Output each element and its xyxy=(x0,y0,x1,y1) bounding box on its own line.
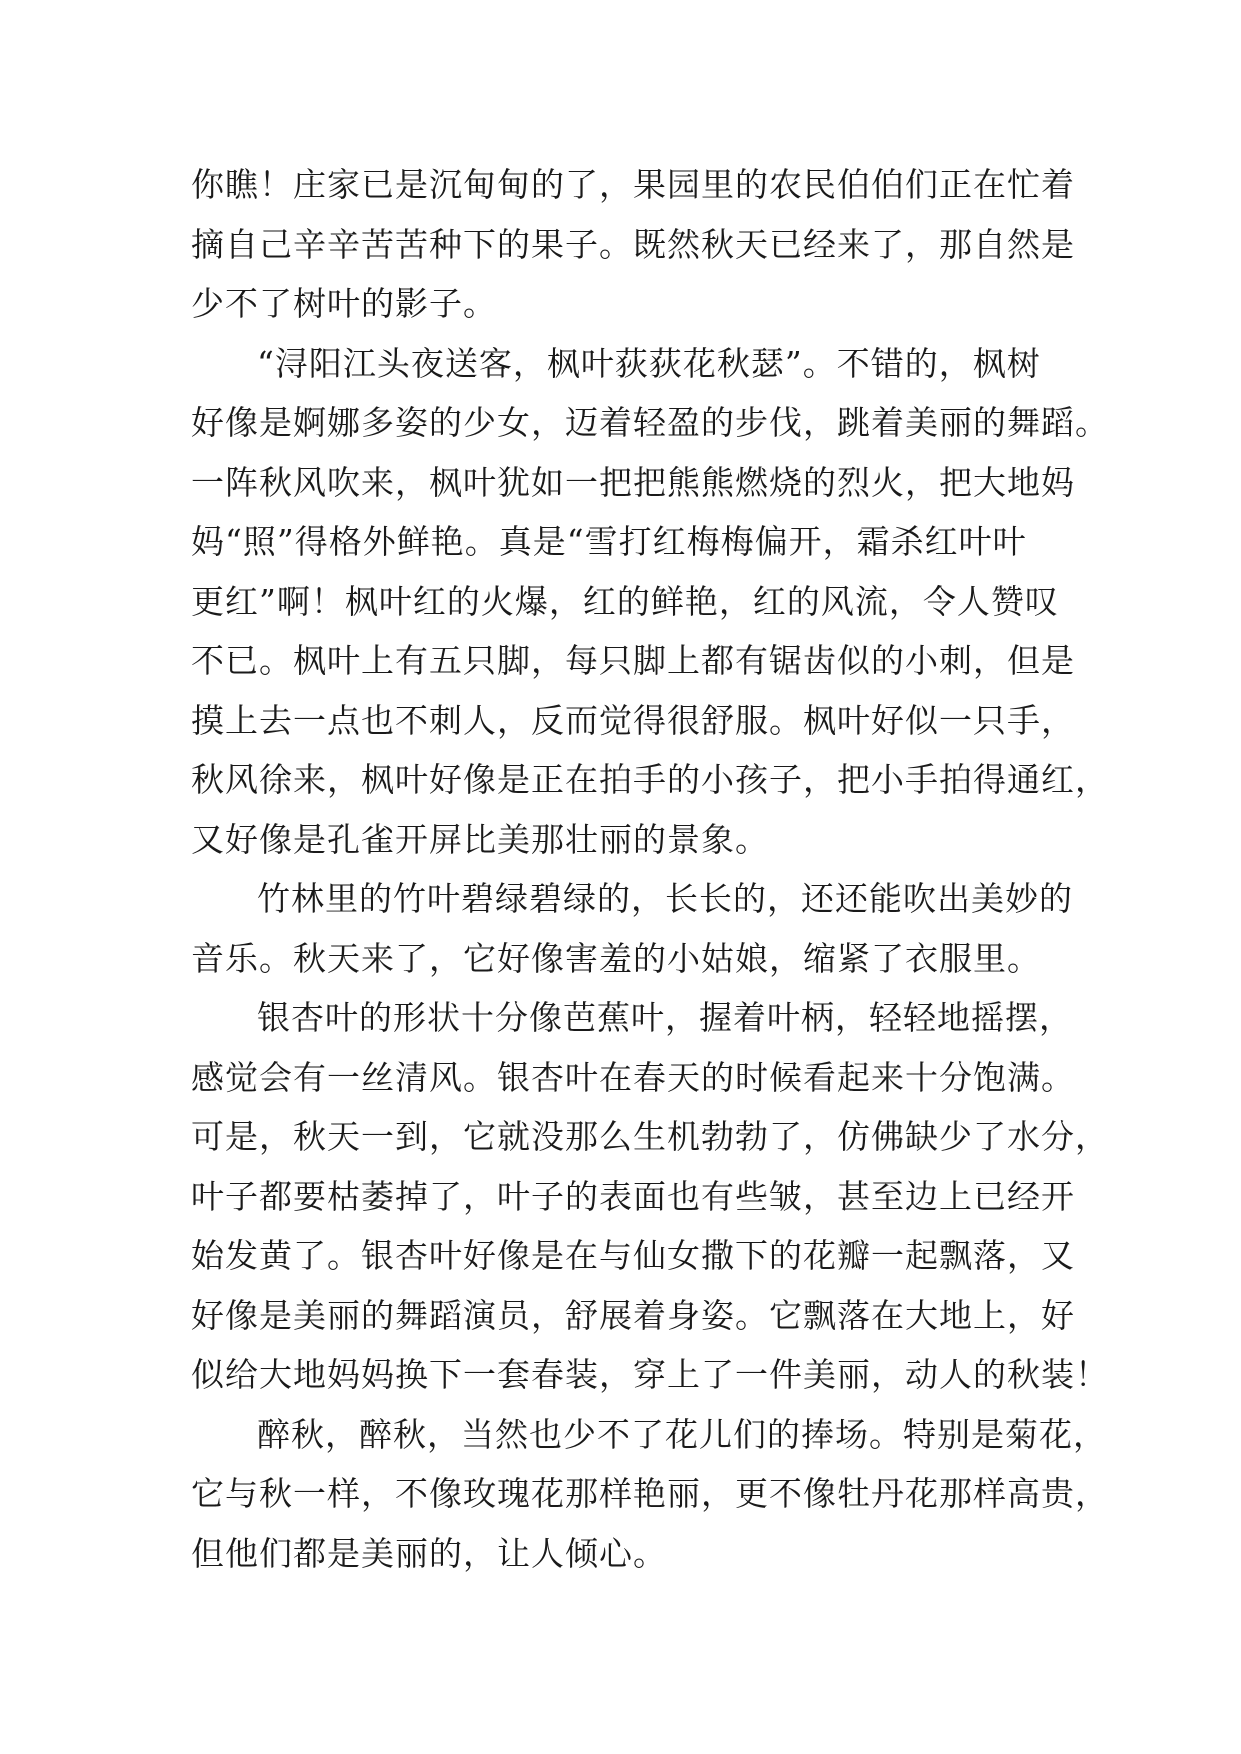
text-line: “浔阳江头夜送客，枫叶荻荻花秋瑟”。不错的，枫树 xyxy=(257,343,1041,383)
text-line: 好像是婀娜多姿的少女，迈着轻盈的步伐，跳着美丽的舞蹈。 xyxy=(191,403,1109,442)
text-line: 银杏叶的形状十分像芭蕉叶，握着叶柄，轻轻地摇摆， xyxy=(257,998,1073,1037)
text-line: 不已。枫叶上有五只脚，每只脚上都有锯齿似的小刺，但是 xyxy=(191,641,1075,680)
paragraph xyxy=(191,988,1109,1405)
paragraph xyxy=(191,1405,1109,1584)
text-line: 又好像是孔雀开屏比美那壮丽的景象。 xyxy=(191,819,769,859)
text-line: 好像是美丽的舞蹈演员，舒展着身姿。它飘落在大地上，好 xyxy=(191,1295,1075,1335)
text-line: 始发黄了。银杏叶好像是在与仙女撒下的花瓣一起飘落，又 xyxy=(191,1236,1075,1275)
text-line: 妈“照”得格外鲜艳。真是“雪打红梅梅偏开，霜杀红叶叶 xyxy=(191,522,1027,561)
paragraph xyxy=(191,869,1071,988)
text-line: 但他们都是美丽的，让人倾心。 xyxy=(191,1533,667,1573)
text-line: 醉秋，醉秋，当然也少不了花儿们的捧场。特别是菊花， xyxy=(257,1414,1107,1454)
text-line: 更红”啊！枫叶红的火爆，红的鲜艳，红的风流，令人赞叹 xyxy=(191,581,1059,621)
paragraph xyxy=(191,334,1109,870)
text-line: 音乐。秋天来了，它好像害羞的小姑娘，缩紧了衣服里。 xyxy=(191,938,1041,978)
text-line: 叶子都要枯萎掉了，叶子的表面也有些皱，甚至边上已经开 xyxy=(191,1176,1075,1216)
text-line: 一阵秋风吹来，枫叶犹如一把把熊熊燃烧的烈火，把大地妈 xyxy=(191,462,1075,502)
body-text xyxy=(191,155,1109,1583)
text-line: 秋风徐来，枫叶好像是正在拍手的小孩子，把小手拍得通红， xyxy=(191,760,1109,799)
text-line: 它与秋一样，不像玫瑰花那样艳丽，更不像牡丹花那样高贵， xyxy=(191,1474,1109,1513)
text-line: 似给大地妈妈换下一套春装，穿上了一件美丽，动人的秋装！ xyxy=(191,1355,1109,1394)
text-line: 可是，秋天一到，它就没那么生机勃勃了，仿佛缺少了水分， xyxy=(191,1117,1109,1156)
text-line: 摘自己辛辛苦苦种下的果子。既然秋天已经来了，那自然是 xyxy=(191,224,1075,264)
text-line: 感觉会有一丝清风。银杏叶在春天的时候看起来十分饱满。 xyxy=(191,1057,1075,1097)
text-line: 你瞧！庄家已是沉甸甸的了，果园里的农民伯伯们正在忙着 xyxy=(191,165,1075,204)
text-line: 竹林里的竹叶碧绿碧绿的，长长的，还还能吹出美妙的 xyxy=(257,879,1073,918)
paragraph xyxy=(191,155,1075,334)
text-line: 摸上去一点也不刺人，反而觉得很舒服。枫叶好似一只手， xyxy=(191,700,1075,740)
text-line: 少不了树叶的影子。 xyxy=(191,284,497,323)
